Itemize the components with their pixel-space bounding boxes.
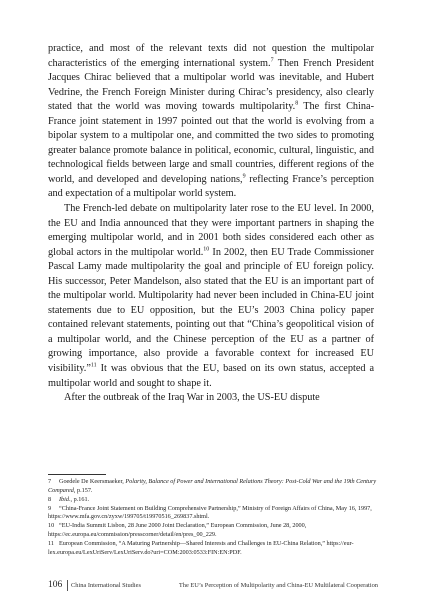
footnote-ref-7[interactable]: 7 xyxy=(270,57,274,64)
footnote-text: Goedele De Keersmaeker, xyxy=(59,478,126,485)
footnote-divider xyxy=(48,474,106,475)
running-article-title: The EU’s Perception of Multipolarity and China-EU Multilateral Cooperation xyxy=(178,582,378,589)
footnote-text: , p.157. xyxy=(73,486,93,494)
footnote-10 xyxy=(48,522,378,539)
page-footer xyxy=(48,582,378,594)
body-text xyxy=(48,42,374,406)
footnote-8 xyxy=(48,496,378,505)
footnote-ref-8[interactable]: 8 xyxy=(295,100,299,107)
footnote-ref-10[interactable]: 10 xyxy=(203,246,210,253)
footnote-number: 7 xyxy=(48,478,52,485)
paragraph-text: In 2002, then EU Trade Commissioner Pascal Lamy made multipolarity the goal and principle of EU foreign policy. His successor, Peter Mandelson, also stated that the EU is an important part of the multipolar world. Multipolarity had never been included in China-EU joint statements due to EU opposition, but the EU’s 2003 China policy paper contained relevant statements, pointing out that “China’s geopolitical vision of a multipolar world, and the Chinese perception of the EU as a partner of growing importance, also provide a favorable context for increased EU visibility.” xyxy=(48,246,374,375)
paragraph-text: It was obvious that the EU, based on its own status, accepted a multipolar world and sought to shape it. xyxy=(48,363,374,389)
paragraph-text: reflecting France’s perception and expectation of a multipolar world system. xyxy=(48,173,374,200)
footnote-ref-9[interactable]: 9 xyxy=(242,173,246,180)
footnote-number: 9 xyxy=(48,504,52,512)
footnotes xyxy=(48,478,378,558)
footnote-number: 8 xyxy=(48,495,52,503)
footnote-7 xyxy=(48,478,378,495)
footer-divider xyxy=(67,580,68,591)
paragraph-text: practice, and most of the relevant texts did not question the multipolar characteristics of the emerging international system. xyxy=(48,43,374,69)
paragraph-3 xyxy=(48,391,374,406)
paragraph-text: Then French President Jacques Chirac believed that a multipolar world was inevitable, and Hubert Vedrine, the French Foreign Minister during Chirac’s presidency, also clearly stated that the world was moving towards multipolarity. xyxy=(48,57,374,113)
paragraph-text: The French-led debate on multipolarity later rose to the EU level. In 2000, the EU and India announced that they were important partners in shaping the emerging multipolar world, and in 2001 both sides considered each other as global actors in the multipolar world. xyxy=(48,203,374,258)
paragraph-1 xyxy=(48,42,374,202)
paragraph-2 xyxy=(48,202,374,391)
footnote-number: 11 xyxy=(48,540,54,548)
footnote-ref-11[interactable]: 11 xyxy=(90,362,97,369)
footnote-text[interactable]: “China-France Joint Statement on Building Comprehensive Partnership,” Ministry of Foreign Affairs of China, May 16, 1997, https://www.mfa.gov.cn/zyxw/199705/t19970516_269837.shtml. xyxy=(48,504,372,521)
footnote-italic-title: Ibid xyxy=(59,495,69,503)
paragraph-text: The first China-France joint statement in 1997 pointed out that the world is evolving from a bipolar system to a multipolar one, and committed the two sides to promoting greater balance promote balance in political, economic, cultural, linguistic, and technological fields between large and small countries, different regions of the world, and developed and developing nations, xyxy=(48,101,374,185)
journal-name: China International Studies xyxy=(71,582,141,589)
footnote-number: 10 xyxy=(48,522,55,530)
footnote-9 xyxy=(48,505,378,522)
footnote-text[interactable]: “EU-India Summit Lisbon, 28 June 2000 Joint Declaration,” European Commission, June 28, 2000, https://ec.europa.eu/commission/presscorner/detail/en/pres_00_229. xyxy=(48,522,307,539)
footnote-italic-title: Polarity, Balance of Power and International Relations Theory: Post-Cold War and the 19th Century Compared xyxy=(48,478,377,494)
footnote-11 xyxy=(48,540,378,557)
footnote-text: ., p.161. xyxy=(68,495,90,503)
paragraph-text: After the outbreak of the Iraq War in 2003, the US-EU dispute xyxy=(64,392,320,404)
page-number: 106 xyxy=(48,580,63,590)
footnote-text[interactable]: European Commission, “A Maturing Partnership—Shared Interests and Challenges in EU-China Relation,” https://eur-lex.europa.eu/LexUriServ/LexUriServ.do?uri=COM:2003:0533:FIN:EN:PDF. xyxy=(48,540,354,556)
